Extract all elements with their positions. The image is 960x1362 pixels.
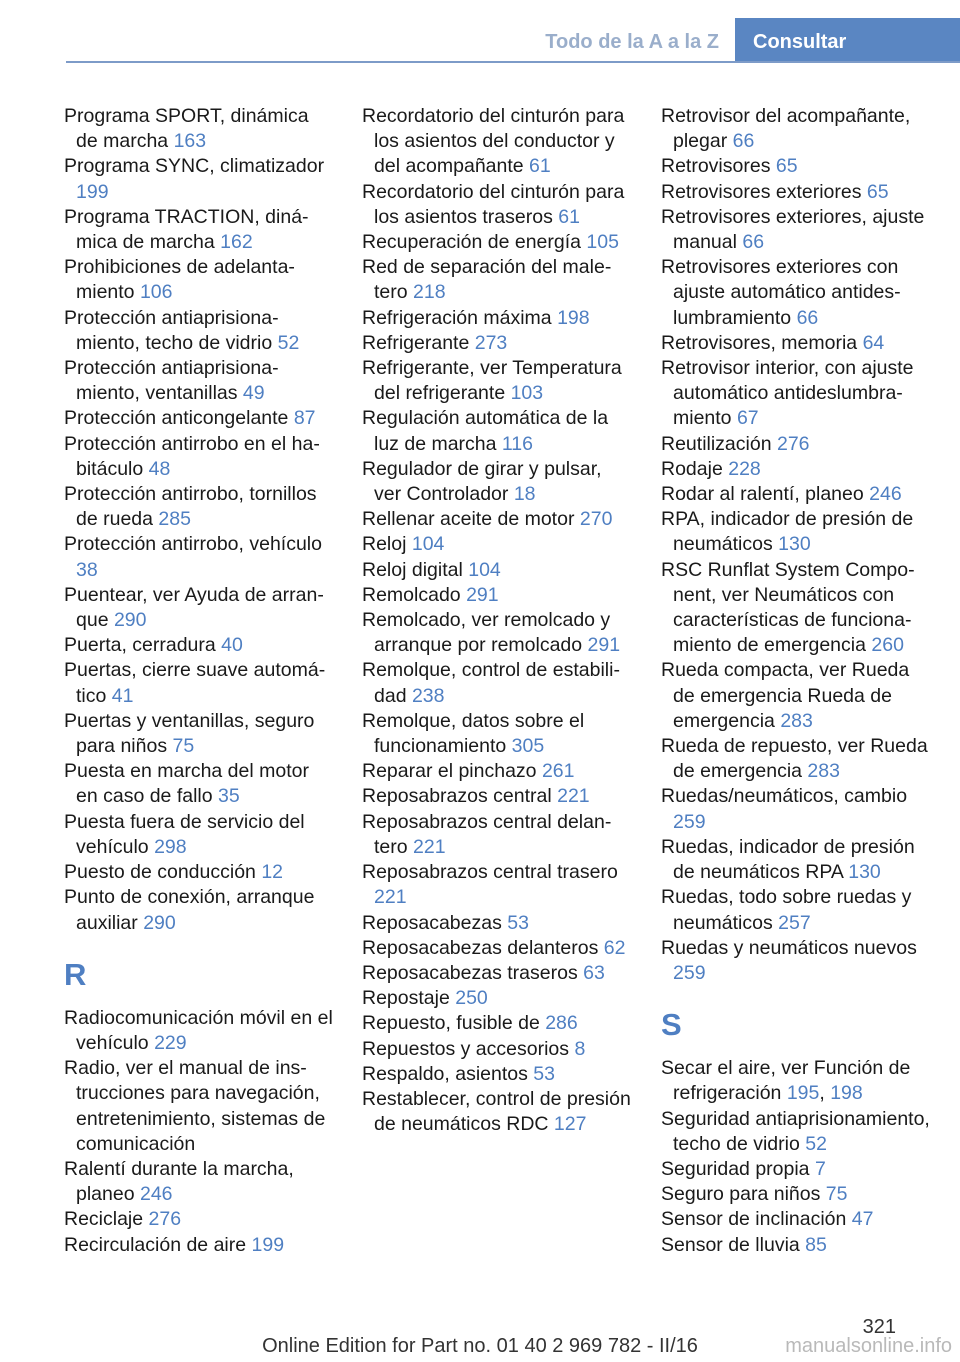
index-entry: [362, 104, 632, 180]
entry-text: Remolcado: [362, 583, 467, 606]
index-entry: [661, 1107, 931, 1157]
page-link[interactable]: 116: [501, 432, 533, 455]
index-entry: [64, 860, 334, 885]
index-entry: [661, 1157, 931, 1182]
page-link[interactable]: 40: [221, 634, 243, 657]
entry-text: Recuperación de energía: [362, 231, 587, 254]
entry-text: Protección antirrobo, tornillos de rueda: [64, 483, 317, 531]
entry-text: Reposacabezas: [362, 911, 508, 934]
page-link[interactable]: 221: [557, 785, 590, 808]
page-link[interactable]: 127: [553, 1113, 587, 1136]
page-link[interactable]: 103: [510, 382, 544, 405]
page-link[interactable]: 53: [533, 1062, 555, 1085]
page-link[interactable]: 65: [866, 180, 889, 203]
index-entry: [64, 482, 334, 532]
page-link[interactable]: 85: [805, 1233, 827, 1256]
consultar-tab[interactable]: Consultar: [735, 18, 960, 62]
entry-text: Ralentí durante la marcha, planeo: [64, 1157, 294, 1206]
entry-text: Retrovisor interior, con ajuste automático antideslumbramiento: [661, 357, 914, 430]
page-link[interactable]: 199: [76, 180, 109, 203]
entry-text: Secar el aire, ver Función de refrigeración: [661, 1057, 911, 1105]
page-link[interactable]: 67: [736, 407, 759, 430]
index-entry: [64, 406, 334, 431]
page-link[interactable]: 12: [261, 861, 284, 884]
page-link[interactable]: 283: [807, 760, 840, 783]
entry-text: Reciclaje: [64, 1208, 149, 1231]
page-link[interactable]: 259: [673, 810, 706, 833]
index-entry: [64, 205, 334, 255]
entry-text: Seguridad antiaprisionamiento, techo de vidrio: [661, 1107, 930, 1155]
page-separator: ,: [819, 1082, 831, 1105]
index-entry: [362, 936, 632, 961]
index-entry: [362, 230, 632, 255]
page-link[interactable]: 291: [587, 634, 621, 657]
entry-text: Reposacabezas delanteros: [362, 936, 604, 959]
entry-text: Programa SPORT, dinámica de marcha: [64, 105, 309, 153]
page-link[interactable]: 66: [732, 130, 755, 153]
page-link[interactable]: 8: [574, 1037, 586, 1060]
index-entry: [362, 860, 632, 910]
index-entry: [64, 432, 334, 482]
entry-text: Reutilización: [661, 432, 777, 455]
index-entry: [362, 507, 632, 532]
page-link[interactable]: 250: [455, 987, 488, 1010]
index-entry: [661, 507, 931, 557]
entry-text: Puesta fuera de servicio del vehículo: [64, 810, 305, 858]
index-entry: [64, 709, 334, 759]
index-entry: [362, 331, 632, 356]
entry-text: Remolque, datos sobre el funcionamiento: [362, 709, 585, 758]
index-entry: [362, 457, 632, 507]
entry-text: Refrigeración máxima: [362, 306, 558, 329]
page-link[interactable]: 64: [862, 331, 885, 354]
index-letter-heading: S: [661, 1007, 682, 1043]
entry-text: Puesta en marcha del motor en caso de fallo: [64, 760, 309, 808]
entry-text: Rellenar aceite de motor: [362, 508, 580, 531]
page-link[interactable]: 261: [541, 760, 575, 783]
entry-text: Sensor de lluvia: [661, 1233, 806, 1256]
entry-text: Ruedas/neumáticos, cambio: [661, 785, 908, 808]
index-entry: [661, 331, 931, 356]
index-entry: [362, 810, 632, 860]
entry-text: Puesto de conducción: [64, 861, 262, 884]
page-link[interactable]: 162: [220, 231, 253, 254]
index-entry: [362, 1087, 632, 1137]
entry-text: Remolcado, ver remolcado y arranque por remolcado: [362, 609, 611, 657]
entry-text: Protección antiaprisionamiento, ventanillas: [64, 357, 279, 405]
entry-text: Recordatorio del cinturón para los asientos del conductor y del acompañante: [362, 105, 625, 178]
page-link[interactable]: 18: [513, 483, 536, 506]
index-entry: [661, 936, 931, 986]
entry-text: Restablecer, control de presión de neumáticos RDC: [362, 1087, 631, 1136]
page-link[interactable]: 104: [468, 558, 501, 581]
entry-text: Ruedas, todo sobre ruedas y neumáticos: [661, 886, 912, 934]
page-link[interactable]: 63: [583, 961, 605, 984]
page-link[interactable]: 130: [848, 861, 881, 884]
page-link[interactable]: 65: [775, 155, 798, 178]
entry-text: Remolque, control de estabilidad: [362, 659, 620, 707]
page-link[interactable]: 163: [173, 130, 207, 153]
index-entry: [362, 532, 632, 557]
entry-text: Retrovisor del acompañante, plegar: [661, 105, 911, 153]
page-link[interactable]: 87: [293, 407, 316, 430]
index-entry: [362, 180, 632, 230]
index-letter-heading: R: [64, 956, 87, 992]
index-entry: [661, 734, 931, 784]
index-entry: [661, 1056, 931, 1106]
index-entry: [362, 986, 632, 1011]
page-link[interactable]: 75: [825, 1183, 848, 1206]
page-link[interactable]: 62: [603, 936, 626, 959]
page-link[interactable]: 276: [148, 1208, 182, 1231]
entry-text: Repuestos y accesorios: [362, 1037, 575, 1060]
page-link[interactable]: 104: [411, 533, 445, 556]
entry-text: Retrovisores: [661, 155, 776, 178]
entry-text: Protección antirrobo en el habitáculo: [64, 432, 320, 480]
entry-text: Ruedas y neumáticos nuevos: [661, 936, 917, 959]
page-link[interactable]: 35: [218, 785, 240, 808]
entry-text: Puentear, ver Ayuda de arranque: [64, 583, 324, 632]
index-entry: [661, 885, 931, 935]
page-link[interactable]: 106: [139, 281, 173, 304]
footer-edition: Online Edition for Part no. 01 40 2 969 782 - II/16: [262, 1335, 698, 1357]
entry-text: Recirculación de aire: [64, 1233, 252, 1256]
index-entry: [64, 658, 334, 708]
entry-text: Puerta, cerradura: [64, 634, 222, 657]
index-entry: [362, 784, 632, 809]
index-entry: [661, 154, 931, 179]
index-entry: [362, 406, 632, 456]
page-link[interactable]: 38: [76, 558, 98, 581]
entry-text: Reparar el pinchazo: [362, 760, 542, 783]
index-entry: [362, 583, 632, 608]
entry-text: Rodar al ralentí, planeo: [661, 483, 870, 506]
page-link[interactable]: 49: [242, 382, 265, 405]
entry-text: Radiocomunicación móvil en el vehículo: [64, 1006, 333, 1054]
index-entry: [64, 306, 334, 356]
index-entry: [661, 482, 931, 507]
index-entry: [64, 810, 334, 860]
index-entry: [362, 255, 632, 305]
header-rule: [66, 61, 960, 63]
index-entry: [661, 356, 931, 432]
entry-text: Repostaje: [362, 987, 456, 1010]
index-entry: [661, 1207, 931, 1232]
index-entry: [661, 1233, 931, 1258]
entry-text: Reposacabezas traseros: [362, 961, 584, 984]
entry-text: Radio, ver el manual de instrucciones para navegación, entretenimiento, sistemas de comunicación: [64, 1057, 326, 1155]
index-entry: [362, 961, 632, 986]
entry-text: RPA, indicador de presión de neumáticos: [661, 508, 914, 556]
page-link[interactable]: 290: [143, 911, 176, 934]
index-entry: [64, 532, 334, 582]
index-entry: [64, 633, 334, 658]
page-link[interactable]: 228: [728, 457, 761, 480]
section-title: Todo de la A a la Z: [545, 31, 719, 53]
index-entry: [362, 1037, 632, 1062]
index-entry: [362, 709, 632, 759]
page-link[interactable]: 198: [830, 1082, 863, 1105]
entry-text: Reloj digital: [362, 558, 469, 581]
index-entry: [64, 583, 334, 633]
entry-text: Retrovisores exteriores con ajuste automático antideslumbramiento: [661, 256, 901, 329]
page-link[interactable]: 276: [776, 432, 810, 455]
page-link[interactable]: 7: [814, 1157, 826, 1180]
page-link[interactable]: 285: [158, 508, 191, 531]
page-header: [0, 0, 960, 62]
index-entry: [64, 1233, 334, 1258]
index-entry: [362, 759, 632, 784]
entry-text: Rueda compacta, ver Rueda de emergencia Rueda de emergencia: [661, 659, 910, 732]
index-column-3: [661, 104, 931, 1258]
page-link[interactable]: 238: [411, 684, 445, 707]
index-entry: [661, 784, 931, 834]
page-link[interactable]: 283: [780, 709, 813, 732]
page-link[interactable]: 305: [511, 735, 545, 758]
index-entry: [661, 658, 931, 734]
index-column-1: [64, 104, 334, 1258]
entry-text: Reposabrazos central: [362, 785, 558, 808]
index-column-2: [362, 104, 632, 1137]
page-link[interactable]: 229: [154, 1031, 187, 1054]
entry-text: Protección antirrobo, vehículo: [64, 533, 322, 556]
page-link[interactable]: 199: [251, 1233, 285, 1256]
index-entry: [64, 255, 334, 305]
entry-text: Retrovisores exteriores: [661, 180, 867, 203]
entry-text: Recordatorio del cinturón para los asientos traseros: [362, 180, 625, 228]
index-entry: [64, 1157, 334, 1207]
entry-text: Puertas, cierre suave automático: [64, 659, 326, 707]
page-link[interactable]: 130: [778, 533, 811, 556]
entry-text: Programa TRACTION, dinámica de marcha: [64, 205, 309, 254]
index-entry: [64, 356, 334, 406]
entry-text: Seguro para niños: [661, 1183, 826, 1206]
index-entry: [661, 255, 931, 331]
entry-text: Reloj: [362, 533, 412, 556]
page-link[interactable]: 48: [148, 457, 171, 480]
entry-text: Ruedas, indicador de presión de neumáticos RPA: [661, 835, 915, 884]
page-link[interactable]: 290: [113, 609, 147, 632]
entry-text: Prohibiciones de adelantamiento: [64, 256, 295, 304]
index-entry: [661, 558, 931, 659]
watermark: manualsonline.info: [785, 1335, 952, 1357]
index-entry: [362, 306, 632, 331]
page-link[interactable]: 198: [557, 306, 590, 329]
entry-text: Sensor de inclinación: [661, 1208, 852, 1231]
entry-text: Repuesto, fusible de: [362, 1012, 546, 1035]
entry-text: Reposabrazos central trasero: [362, 861, 618, 884]
entry-text: Protección anticongelante: [64, 407, 294, 430]
entry-text: Reposabrazos central delantero: [362, 810, 612, 858]
index-entry: [661, 457, 931, 482]
index-entry: [362, 911, 632, 936]
entry-text: Rueda de repuesto, ver Rueda de emergencia: [661, 735, 928, 783]
index-entry: [362, 1062, 632, 1087]
index-entry: [661, 432, 931, 457]
page-number: 321: [862, 1316, 896, 1338]
page-link[interactable]: 260: [871, 634, 904, 657]
entry-text: Respaldo, asientos: [362, 1062, 534, 1085]
page-link[interactable]: 47: [851, 1208, 874, 1231]
page-link[interactable]: 246: [139, 1183, 173, 1206]
index-entry: [362, 558, 632, 583]
entry-text: Refrigerante: [362, 331, 475, 354]
page-link[interactable]: 52: [277, 331, 300, 354]
index-entry: [661, 205, 931, 255]
index-entry: [661, 1182, 931, 1207]
page-link[interactable]: 273: [474, 331, 508, 354]
page-link[interactable]: 53: [507, 911, 529, 934]
index-entry: [661, 835, 931, 885]
page-link[interactable]: 286: [545, 1012, 578, 1035]
page-link[interactable]: 257: [778, 911, 811, 934]
entry-text: Regulación automática de la luz de marcha: [362, 407, 609, 455]
index-entry: [64, 104, 334, 154]
entry-text: Retrovisores exteriores, ajuste manual: [661, 205, 925, 254]
page-link[interactable]: 105: [586, 231, 619, 254]
index-entry: [64, 1207, 334, 1232]
page-link[interactable]: 66: [796, 306, 819, 329]
page-link[interactable]: 66: [742, 231, 765, 254]
page-link[interactable]: 291: [466, 583, 499, 606]
index-entry: [661, 180, 931, 205]
page-link[interactable]: 270: [579, 508, 613, 531]
index-entry: [362, 1011, 632, 1036]
index-entry: [362, 608, 632, 658]
page-link[interactable]: 246: [869, 483, 902, 506]
entry-text: RSC Runflat System Component, ver Neumáticos con características de funcionamiento de emergencia: [661, 558, 915, 657]
entry-text: Refrigerante, ver Temperatura del refrigerante: [362, 357, 622, 405]
page-link[interactable]: 41: [111, 684, 134, 707]
index-entry: [64, 885, 334, 935]
entry-text: Rodaje: [661, 457, 729, 480]
entry-text: Programa SYNC, climatizador: [64, 155, 325, 178]
index-entry: [64, 759, 334, 809]
entry-text: Red de separación del maletero: [362, 256, 612, 304]
index-entry: [661, 104, 931, 154]
index-entry: [64, 1006, 334, 1056]
page-link[interactable]: 75: [172, 735, 195, 758]
page-link[interactable]: 61: [558, 205, 580, 228]
page-link[interactable]: 218: [413, 281, 446, 304]
index-entry: [64, 154, 334, 204]
page-link[interactable]: 259: [673, 961, 706, 984]
page-link[interactable]: 221: [413, 835, 446, 858]
index-entry: [64, 1056, 334, 1157]
entry-text: Retrovisores, memoria: [661, 331, 863, 354]
entry-text: Regulador de girar y pulsar, ver Controlador: [362, 457, 602, 506]
page-link[interactable]: 221: [374, 886, 407, 909]
entry-text: Puertas y ventanillas, seguro para niños: [64, 709, 315, 758]
page-link[interactable]: 195: [786, 1082, 820, 1105]
entry-text: Seguridad propia: [661, 1157, 815, 1180]
entry-text: Punto de conexión, arranque auxiliar: [64, 886, 315, 934]
page-link[interactable]: 52: [805, 1132, 827, 1155]
entry-text: Protección antiaprisionamiento, techo de vidrio: [64, 306, 279, 354]
index-entry: [362, 356, 632, 406]
page-link[interactable]: 61: [529, 155, 551, 178]
page-link[interactable]: 298: [154, 835, 187, 858]
index-entry: [362, 658, 632, 708]
